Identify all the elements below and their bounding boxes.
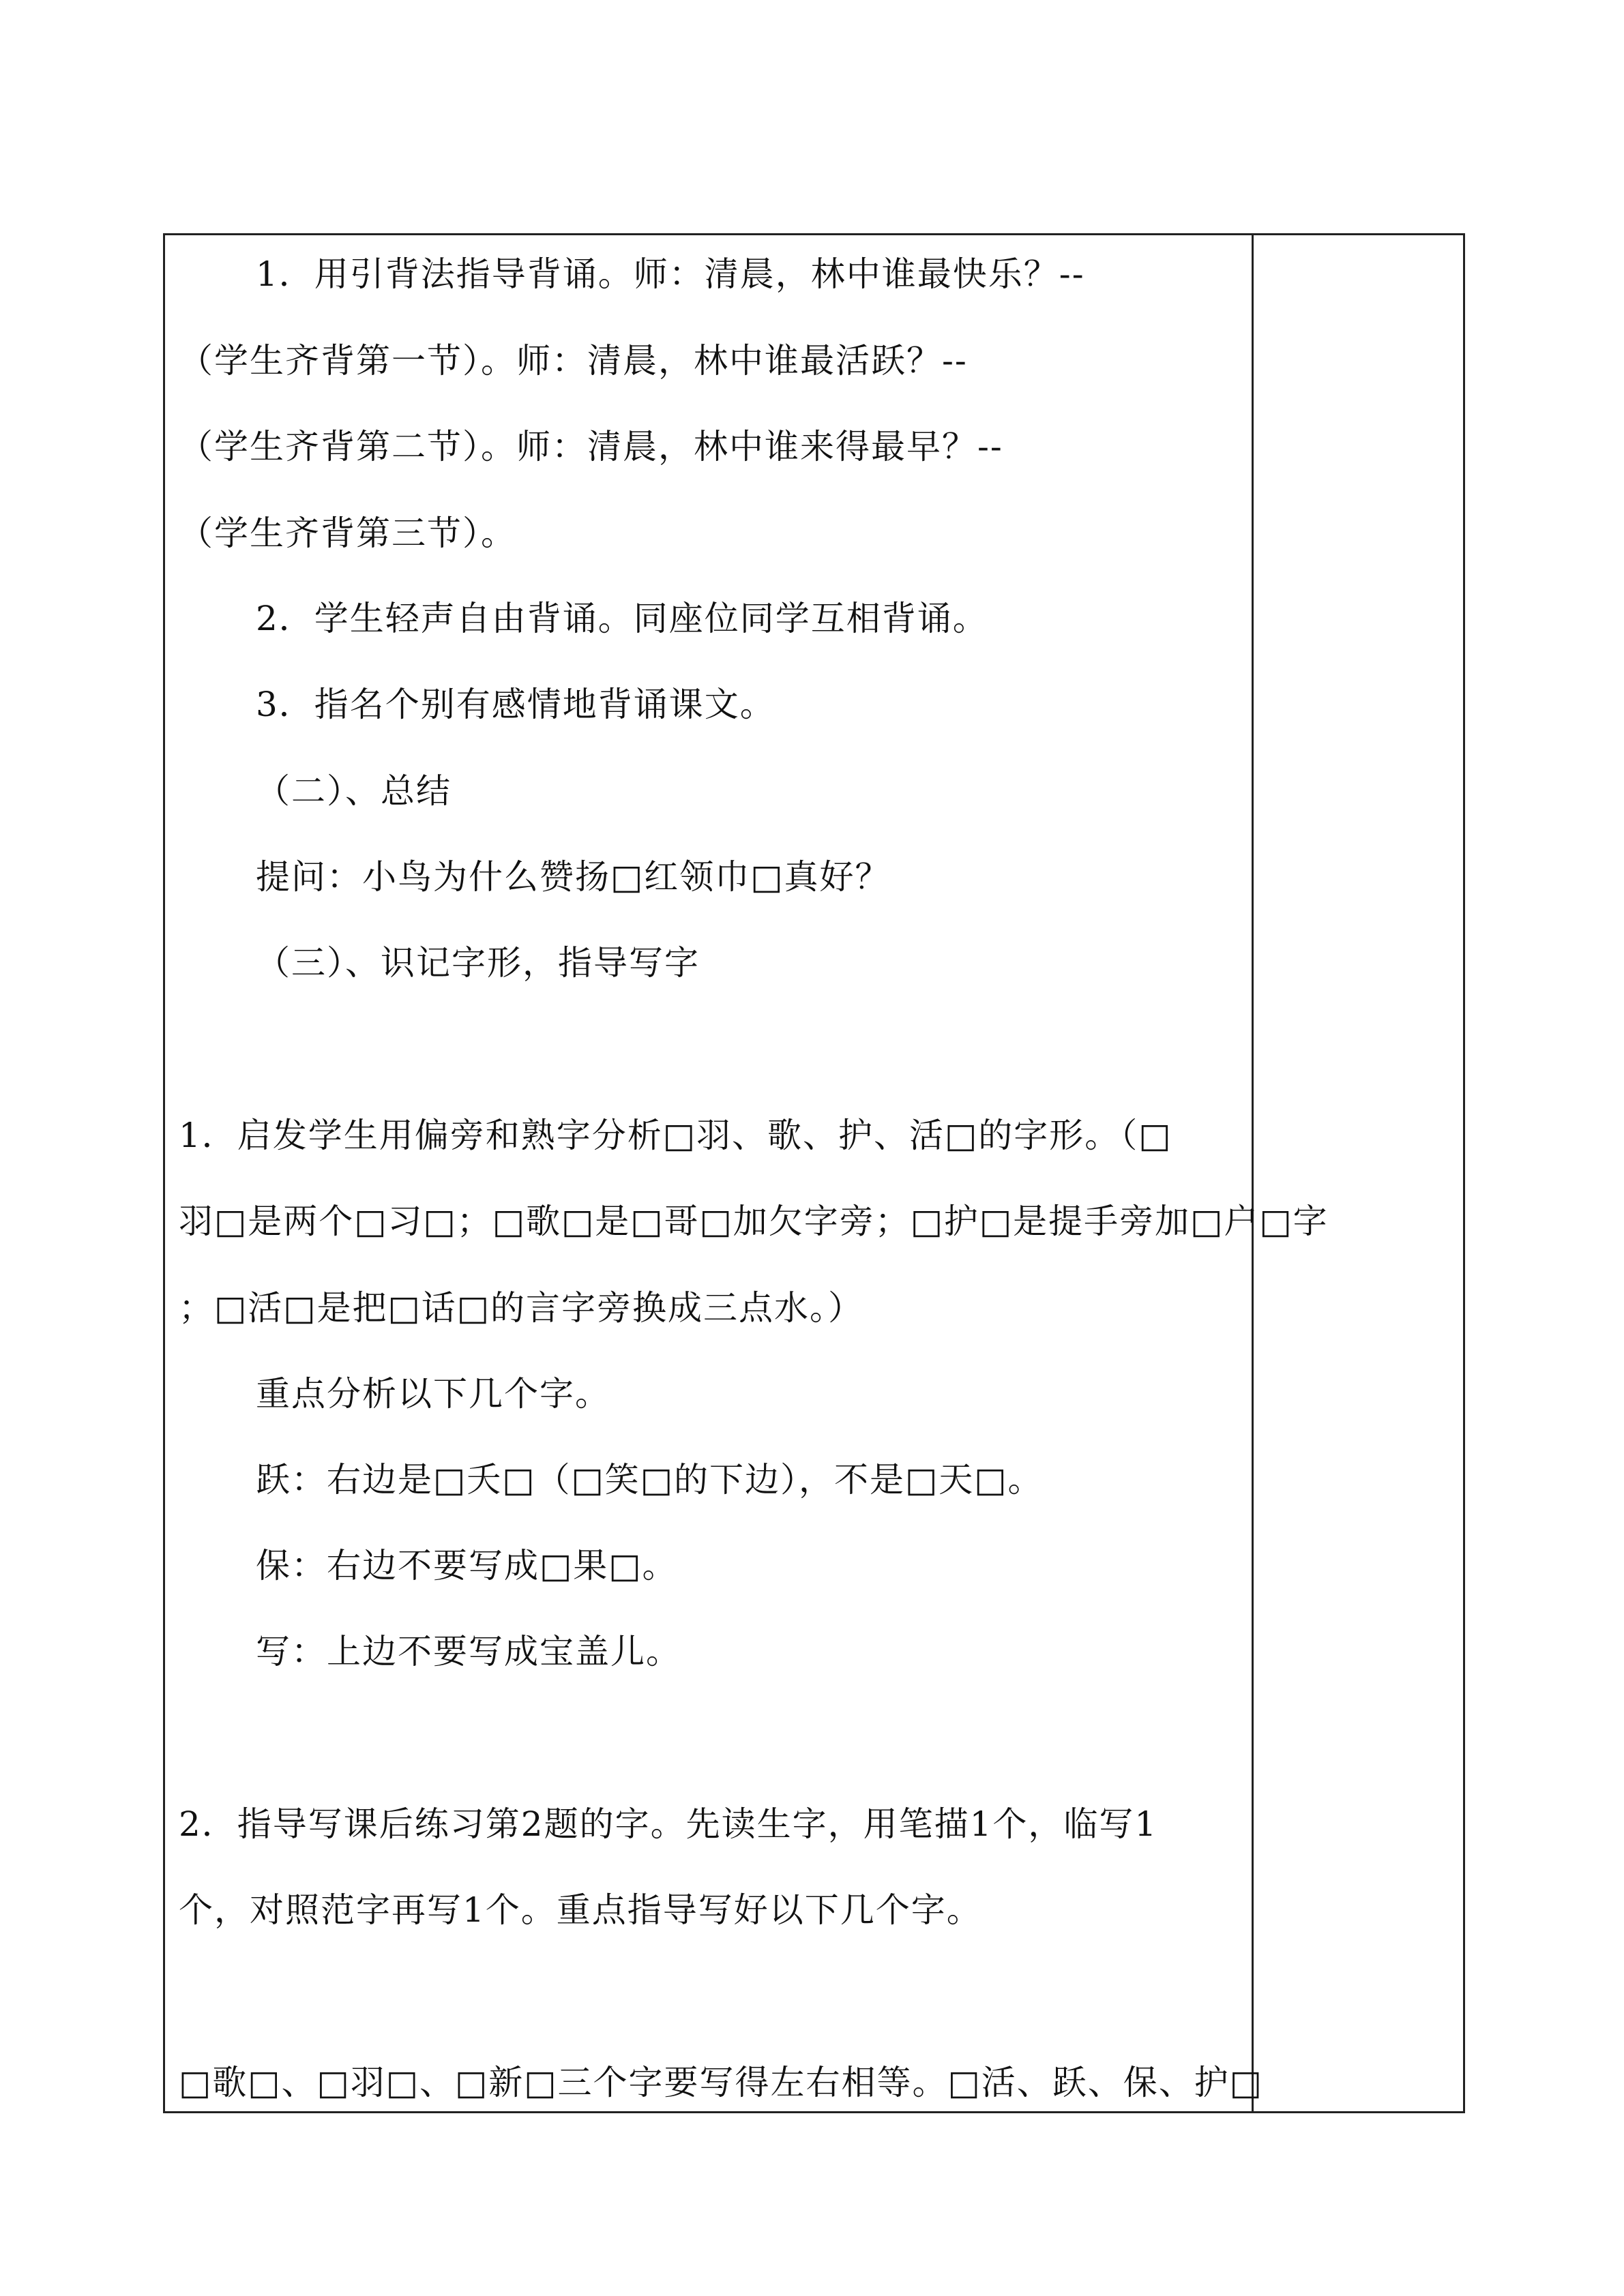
char-note-bao: 保：右边不要写成□果□。	[256, 1546, 678, 1585]
recite-step-1-cont: （学生齐背第二节）。师：清晨，林中谁来得最早？--	[179, 427, 1003, 466]
recite-step-3: 3．指名个别有感情地背诵课文。	[256, 685, 776, 724]
writing-step-1-cont: ；□活□是把□话□的言字旁换成三点水。）	[179, 1288, 863, 1328]
recite-step-1: 1．用引背法指导背诵。师：清晨，林中谁最快乐？--	[256, 254, 1085, 294]
writing-step-2-cont: 个，对照范字再写1个。重点指导写好以下几个字。	[179, 1890, 982, 1930]
recite-step-1-cont: （学生齐背第三节）。	[179, 513, 516, 553]
section-heading-summary: （二）、总结	[256, 771, 452, 811]
writing-step-1-cont: 羽□是两个□习□；□歌□是□哥□加欠字旁；□护□是提手旁加□户□字	[179, 1202, 1329, 1241]
char-note-xie: 写：上边不要写成宝盖儿。	[256, 1632, 681, 1671]
key-analysis-intro: 重点分析以下几个字。	[256, 1374, 610, 1414]
char-note-yue: 跃：右边是□夭□（□笑□的下边），不是□天□。	[256, 1460, 1044, 1500]
writing-step-2: 2．指导写课后练习第2题的字。先读生字，用笔描1个，临写1	[179, 1804, 1158, 1844]
summary-question: 提问：小鸟为什么赞扬□红领巾□真好？	[256, 857, 891, 897]
writing-step-1: 1．启发学生用偏旁和熟字分析□羽、歌、护、活□的字形。（□	[179, 1116, 1172, 1155]
writing-guidance-chars: □歌□、□羽□、□新□三个字要写得左右相等。□活、跃、保、护□	[179, 2063, 1263, 2102]
recite-step-2: 2．学生轻声自由背诵。同座位同学互相背诵。	[256, 599, 988, 638]
notes-cell	[1254, 235, 1463, 2111]
section-heading-writing: （三）、识记字形，指导写字	[256, 943, 700, 983]
lesson-content-cell	[165, 235, 1329, 2111]
recite-step-1-cont: （学生齐背第一节）。师：清晨，林中谁最活跃？--	[179, 341, 968, 381]
